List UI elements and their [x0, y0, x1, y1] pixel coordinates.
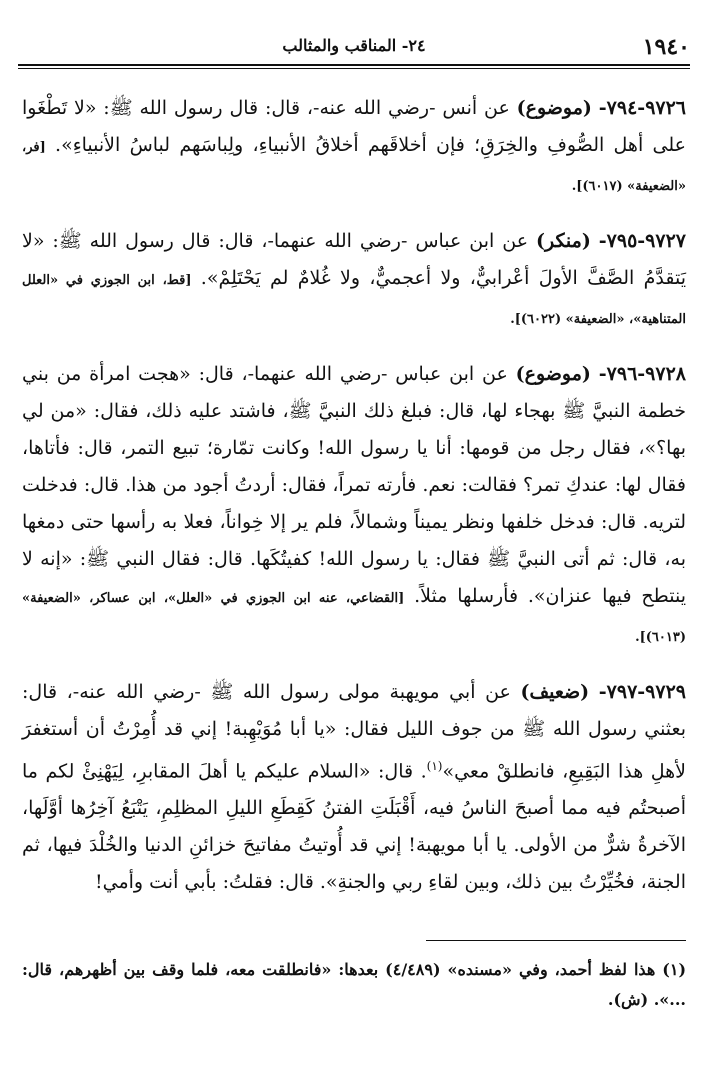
main-text — [22, 90, 686, 919]
hadith-grade: (ضعيف) — [520, 681, 590, 703]
hadith-grade: (موضوع) — [516, 97, 592, 119]
hadith-text: عن أنس -رضي الله عنه-، قال: قال رسول الله ﷺ: «لا تَطْغَوا على أهل الصُّوفِ والخِرَقِ؛ فإن أخلاقَهم أخلاقُ الأنبياءِ، ولِباسَهم لباسُ الأنبياءِ». — [22, 97, 686, 156]
hadith-grade: (منكر) — [535, 230, 591, 252]
hadith-reference: [فر، «الضعيفة» (٦٠١٧)]. — [22, 140, 686, 194]
hadith-number: ٩٧٢٩-٧٩٧- — [598, 681, 686, 703]
hadith-reference: [القضاعي، عنه ابن الجوزي في «العلل»، ابن عساكر، «الضعيفة» (٦٠١٣)]. — [22, 591, 686, 645]
hadith-reference: [قط، ابن الجوزي في «العلل المتناهية»، «الضعيفة» (٦٠٢٢)]. — [22, 273, 686, 327]
hadith-number: ٩٧٢٨-٧٩٦- — [598, 363, 686, 385]
header-rule — [18, 64, 690, 66]
hadith-number: ٩٧٢٦-٧٩٤- — [598, 97, 687, 119]
header-rule-thin — [18, 68, 690, 69]
hadith-text: عن أبي مويهبة مولى رسول الله ﷺ -رضي الله عنه-، قال: بعثني رسول الله ﷺ من جوف الليل فقال: «يا أبا مُوَيْهِبة! إني قد أُمِرْتُ أن أستغفرَ لأهلِ هذا البَقِيعِ، فانطلقْ معي» — [22, 681, 686, 783]
running-head — [18, 30, 690, 70]
hadith-text: عن ابن عباس -رضي الله عنهما-، قال: قال رسول الله ﷺ: «لا يَتقدَّمُ الصَّفَّ الأولَ أعْرابيٌّ، ولا أعجميٌّ، ولا غُلامٌ لم يَحْتَلِمْ». — [22, 230, 686, 289]
hadith-number: ٩٧٢٧-٧٩٥- — [598, 230, 686, 252]
page-number: ١٩٤٠ — [642, 34, 690, 60]
hadith-text: عن ابن عباس -رضي الله عنهما-، قال: «هجت امرأة من بني خطمة النبيَّ ﷺ بهجاء لها، قال: فبلغ ذلك النبيَّ ﷺ، فاشتد عليه ذلك، فقال: «من لي بها؟»، فقال رجل من قومها: أنا يا رسول الله! وكانت تمّارة؛ تبيع التمر، قال: فأتاها، فقال لها: عندكِ تمر؟ فقالت: نعم. فأرته تمراً، فقال: أردتُ أجود من هذا. قال: فدخلت لتريه. قال: فدخل خلفها ونظر يميناً وشمالاً، فلم ير إلا خِواناً، فعلا به رأسها حتى دمغها به، قال: ثم أتى النبيَّ ﷺ فقال: يا رسول الله! كفيتُكَها. قال: فقال النبي ﷺ: «إنه لا ينتطح فيها عنزان». فأرسلها مثلاً. — [22, 363, 686, 607]
hadith-text-continued: . قال: «السلام عليكم يا أهلَ المقابرِ، لِيَهْنِئْ لكم ما أصبحتُم فيه مما أصبحَ الناسُ فيه، أَقْبَلَتِ الفتنُ كَقِطَعِ الليلِ المظلِمِ، يَتْبَعُ آخِرُها أوَّلَها، الآخرةُ شرٌّ من الأولى. يا أبا مويهبة! إني قد أُوتيتُ مفاتيحَ خزائنِ الدنيا والخُلْدَ فيها، ثم الجنة، فخُيِّرْتُ بين ذلك، وبين لقاءِ ربي والجنةِ». قال: فقلتُ: بأبي أنت وأمي! — [22, 760, 686, 894]
chapter-title: ٢٤- المناقب والمثالب — [282, 36, 426, 55]
hadith-entry — [22, 90, 686, 205]
hadith-entry — [22, 223, 686, 338]
footnote-rule — [426, 940, 686, 941]
footnote-marker: (١) — [426, 759, 443, 773]
hadith-entry — [22, 356, 686, 656]
hadith-grade: (موضوع) — [515, 363, 591, 385]
footnote: (١) هذا لفظ أحمد، وفي «مسنده» (٤/٤٨٩) بعدها: «فانطلقت معه، فلما وقف بين أظهرهم، قال: ...». (ش). — [22, 960, 687, 1009]
hadith-entry — [22, 674, 686, 901]
